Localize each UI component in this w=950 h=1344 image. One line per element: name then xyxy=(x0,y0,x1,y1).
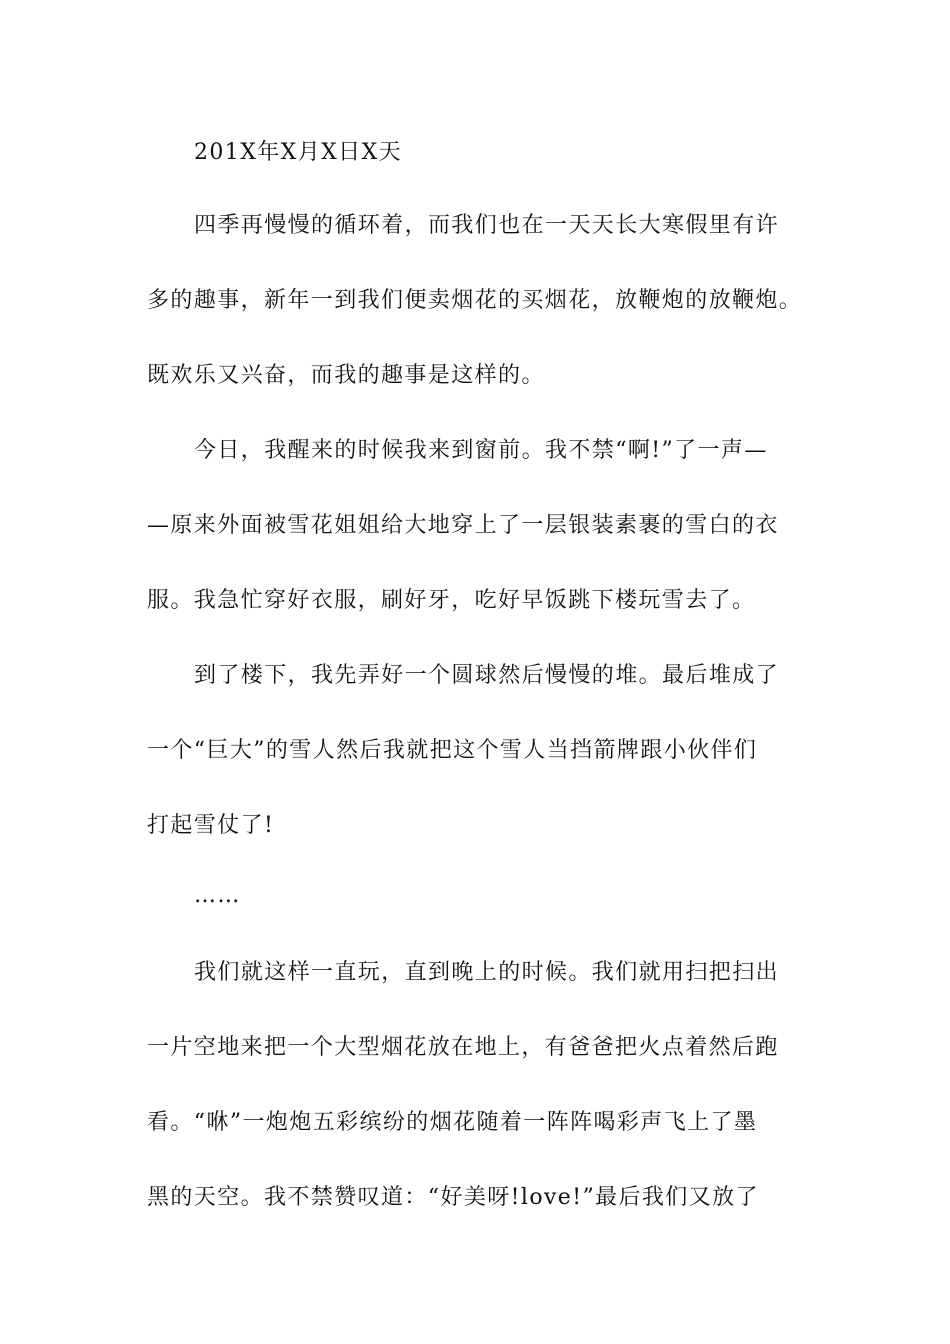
ellipsis-line: …… xyxy=(194,883,241,908)
text-line: 一片空地来把一个大型烟花放在地上，有爸爸把火点着然后跑 xyxy=(147,1035,779,1060)
text-line: 到了楼下，我先弄好一个圆球然后慢慢的堆。最后堆成了 xyxy=(194,663,780,688)
text-line: 我们就这样一直玩，直到晚上的时候。我们就用扫把扫出 xyxy=(194,960,780,985)
text-line: 打起雪仗了! xyxy=(147,813,275,838)
date-line: 201X年X月X日X天 xyxy=(194,140,403,165)
text-line: —原来外面被雪花姐姐给大地穿上了一层银装素裹的雪白的衣 xyxy=(147,513,779,538)
text-line: 看。“咻”一炮炮五彩缤纷的烟花随着一阵阵喝彩声飞上了墨 xyxy=(147,1110,758,1135)
text-line: 服。我急忙穿好衣服，刷好牙，吃好早饭跳下楼玩雪去了。 xyxy=(147,588,756,613)
text-line: 四季再慢慢的循环着，而我们也在一天天长大寒假里有许 xyxy=(194,213,780,238)
text-line: 多的趣事，新年一到我们便卖烟花的买烟花，放鞭炮的放鞭炮。 xyxy=(147,288,803,313)
text-line: 既欢乐又兴奋，而我的趣事是这样的。 xyxy=(147,363,545,388)
text-line: 黑的天空。我不禁赞叹道：“好美呀!love!”最后我们又放了 xyxy=(147,1185,759,1210)
text-line: 今日，我醒来的时候我来到窗前。我不禁“啊!”了一声— xyxy=(194,438,768,463)
text-line: 一个“巨大”的雪人然后我就把这个雪人当挡箭牌跟小伙伴们 xyxy=(147,738,758,763)
